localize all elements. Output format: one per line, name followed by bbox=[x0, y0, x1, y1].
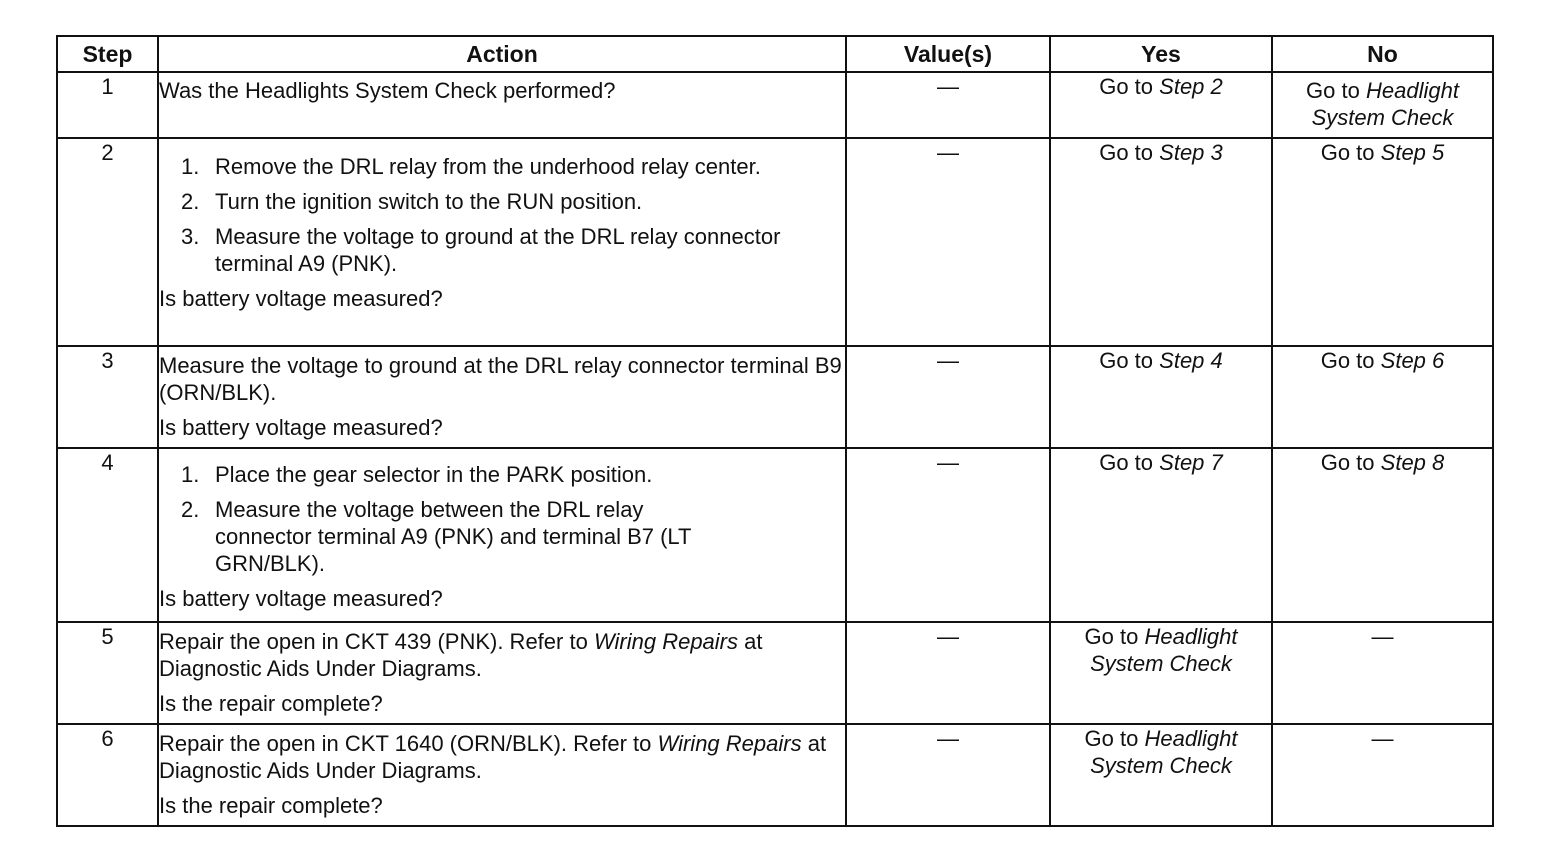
value-cell: — bbox=[846, 346, 1050, 448]
no-cell bbox=[1272, 138, 1493, 346]
action-text: Measure the voltage to ground at the DRL relay connector terminal B9 (ORN/BLK). bbox=[159, 353, 842, 405]
yes-prefix: Go to bbox=[1084, 624, 1139, 649]
yes-link[interactable]: Headlight bbox=[1144, 726, 1238, 751]
diagnostic-table bbox=[56, 35, 1494, 827]
step-number: 4 bbox=[57, 448, 158, 622]
yes-cell bbox=[1050, 448, 1272, 622]
yes-link[interactable]: Step 7 bbox=[1159, 450, 1223, 475]
header-values: Value(s) bbox=[846, 36, 1050, 72]
substep-number: 1. bbox=[181, 462, 200, 487]
yes-link[interactable]: System Check bbox=[1090, 651, 1232, 676]
header-no: No bbox=[1272, 36, 1493, 72]
substep bbox=[159, 188, 845, 215]
table-row bbox=[57, 72, 1493, 138]
action-cell bbox=[158, 448, 846, 622]
yes-prefix: Go to bbox=[1099, 74, 1154, 99]
substep-number: 1. bbox=[181, 154, 200, 179]
action-cell bbox=[158, 622, 846, 724]
header-step: Step bbox=[57, 36, 158, 72]
action-cell bbox=[158, 346, 846, 448]
no-cell bbox=[1272, 448, 1493, 622]
substep bbox=[159, 223, 845, 277]
action-question: Is battery voltage measured? bbox=[159, 586, 443, 611]
yes-prefix: Go to bbox=[1099, 450, 1154, 475]
substep-text: Remove the DRL relay from the underhood relay center. bbox=[215, 154, 761, 179]
table-row bbox=[57, 448, 1493, 622]
yes-cell bbox=[1050, 622, 1272, 724]
wiring-repairs-link[interactable]: Wiring Repairs bbox=[657, 731, 802, 756]
value-cell: — bbox=[846, 72, 1050, 138]
substep bbox=[159, 153, 845, 180]
substep-text: Turn the ignition switch to the RUN position. bbox=[215, 189, 643, 214]
yes-prefix: Go to bbox=[1099, 140, 1154, 165]
action-question: Is battery voltage measured? bbox=[159, 415, 443, 440]
no-cell: — bbox=[1272, 622, 1493, 724]
yes-cell bbox=[1050, 346, 1272, 448]
yes-link[interactable]: Step 3 bbox=[1159, 140, 1223, 165]
table-row bbox=[57, 724, 1493, 826]
yes-link[interactable]: Headlight bbox=[1144, 624, 1238, 649]
value-cell: — bbox=[846, 622, 1050, 724]
substep-number: 2. bbox=[181, 189, 200, 214]
wiring-repairs-link[interactable]: Wiring Repairs bbox=[593, 629, 739, 654]
table-row bbox=[57, 622, 1493, 724]
header-row bbox=[57, 36, 1493, 72]
header-yes: Yes bbox=[1050, 36, 1272, 72]
action-cell bbox=[158, 72, 846, 138]
yes-cell bbox=[1050, 72, 1272, 138]
step-number: 3 bbox=[57, 346, 158, 448]
yes-link[interactable]: Step 2 bbox=[1159, 74, 1223, 99]
substep-text: Place the gear selector in the PARK position. bbox=[215, 462, 653, 487]
yes-prefix: Go to bbox=[1099, 348, 1154, 373]
no-prefix: Go to bbox=[1320, 348, 1375, 373]
yes-link[interactable]: Step 4 bbox=[1159, 348, 1223, 373]
step-number: 5 bbox=[57, 622, 158, 724]
value-cell: — bbox=[846, 448, 1050, 622]
action-text-pre: Repair the open in CKT 439 (PNK). Refer to bbox=[159, 629, 588, 654]
no-prefix: Go to bbox=[1306, 78, 1360, 103]
action-question: Is the repair complete? bbox=[159, 691, 383, 716]
action-cell bbox=[158, 724, 846, 826]
substep bbox=[159, 496, 845, 577]
step-number: 2 bbox=[57, 138, 158, 346]
action-text bbox=[159, 730, 845, 784]
substep-text: Measure the voltage between the DRL relay connector terminal A9 (PNK) and terminal B7 (LT GRN/BLK). bbox=[215, 497, 692, 576]
action-question: Is the repair complete? bbox=[159, 793, 383, 818]
action-text-pre: Repair the open in CKT 1640 (ORN/BLK). Refer to bbox=[159, 731, 652, 756]
yes-cell bbox=[1050, 724, 1272, 826]
action-cell bbox=[158, 138, 846, 346]
no-link[interactable]: System Check bbox=[1311, 105, 1454, 130]
substep-number: 3. bbox=[181, 224, 200, 249]
substep-text: Measure the voltage to ground at the DRL relay connector terminal A9 (PNK). bbox=[215, 224, 781, 276]
no-cell: — bbox=[1272, 724, 1493, 826]
no-link[interactable]: Step 6 bbox=[1380, 348, 1445, 373]
step-number: 1 bbox=[57, 72, 158, 138]
substep-number: 2. bbox=[181, 497, 200, 522]
yes-prefix: Go to bbox=[1084, 726, 1139, 751]
header-action: Action bbox=[158, 36, 846, 72]
no-prefix: Go to bbox=[1320, 450, 1375, 475]
action-text: Was the Headlights System Check performed? bbox=[159, 78, 616, 103]
action-text-post: at Diagnostic Aids Under Diagrams. bbox=[159, 731, 827, 783]
no-link[interactable]: Headlight bbox=[1365, 78, 1459, 103]
value-cell: — bbox=[846, 724, 1050, 826]
value-cell: — bbox=[846, 138, 1050, 346]
step-number: 6 bbox=[57, 724, 158, 826]
action-text-post: at Diagnostic Aids Under Diagrams. bbox=[159, 629, 763, 681]
substep bbox=[159, 461, 845, 488]
action-question: Is battery voltage measured? bbox=[159, 286, 443, 311]
no-prefix: Go to bbox=[1320, 140, 1375, 165]
no-link[interactable]: Step 8 bbox=[1380, 450, 1445, 475]
no-cell bbox=[1272, 72, 1493, 138]
action-text bbox=[159, 628, 845, 682]
yes-link[interactable]: System Check bbox=[1090, 753, 1232, 778]
no-cell bbox=[1272, 346, 1493, 448]
yes-cell bbox=[1050, 138, 1272, 346]
table-row bbox=[57, 138, 1493, 346]
table-row bbox=[57, 346, 1493, 448]
no-link[interactable]: Step 5 bbox=[1380, 140, 1445, 165]
